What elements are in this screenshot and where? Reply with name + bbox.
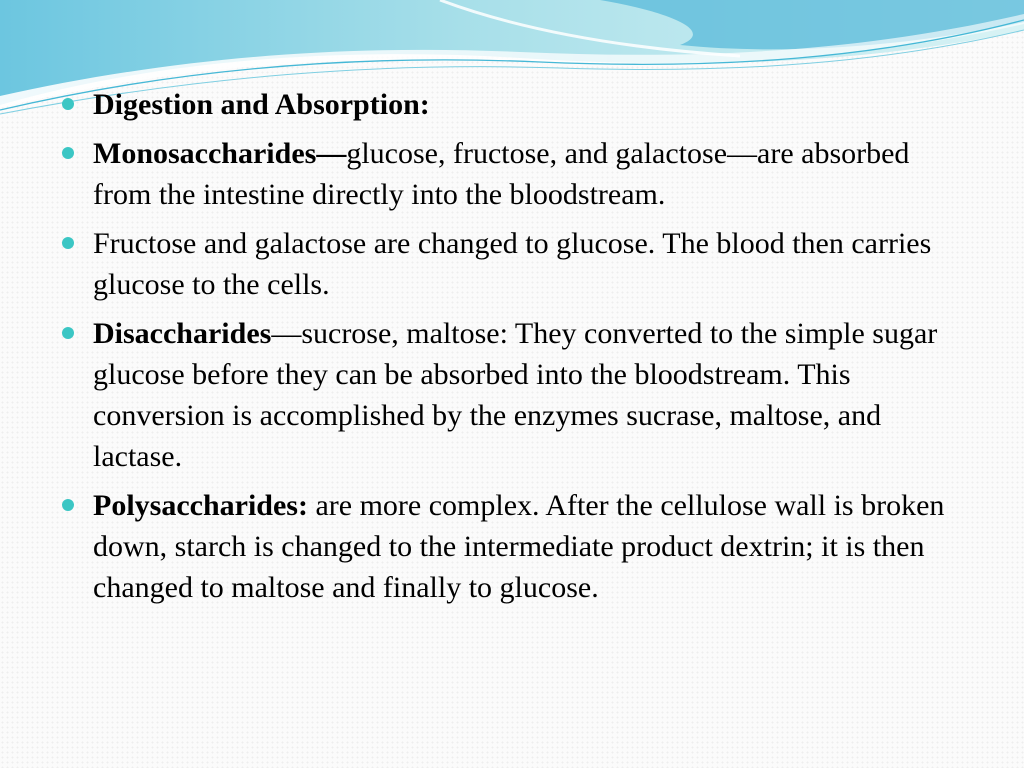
bullet-item [60,133,970,215]
bullet-item [60,84,970,125]
bullet-list [60,84,970,616]
bullet-bold-text: Digestion and Absorption: [93,88,430,121]
bullet-dot-icon [62,499,74,511]
bullet-dot-icon [62,147,74,159]
bullet-item [60,485,970,608]
bullet-text: —sucrose, maltose: They converted to the simple sugar glucose before they can be absorbed into the bloodstream. This conversion is accomplished by the enzymes sucrase, maltose, and lactase. [93,317,938,473]
bullet-text: Fructose and galactose are changed to glucose. The blood then carries glucose to the cells. [93,227,932,301]
bullet-dot-icon [62,98,74,110]
bullet-text: glucose, fructose, and galactose—are absorbed from the intestine directly into the bloodstream. [93,137,910,211]
bullet-bold-text: Monosaccharides— [93,137,347,170]
bullet-text: are more complex. After the cellulose wall is broken down, starch is changed to the intermediate product dextrin; it is then changed to maltose and finally to glucose. [93,489,945,604]
bullet-bold-text: Polysaccharides: [93,489,308,522]
bullet-item [60,223,970,305]
bullet-bold-text: Disaccharides [93,317,272,350]
bullet-dot-icon [62,237,74,249]
bullet-dot-icon [62,327,74,339]
bullet-item [60,313,970,477]
